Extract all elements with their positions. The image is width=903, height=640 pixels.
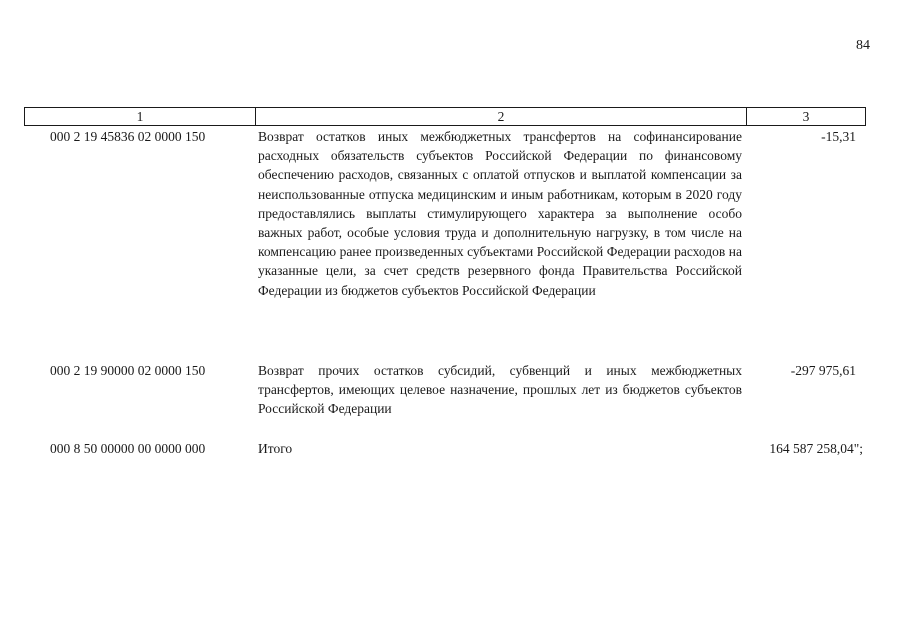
row-description: Возврат прочих остатков субсидий, субвенций и иных межбюджетных трансфертов, имеющих целевое назначение, прошлых лет из бюджетов субъектов Российской Федерации [258, 363, 742, 417]
row-code: 000 2 19 90000 02 0000 150 [50, 363, 206, 378]
row-description: Возврат остатков иных межбюджетных трансфертов на софинансирование расходных обязательств субъектов Российской Федерации по финансовому обеспечению расходов, связанных с оплатой отпусков и выплатой компенсации за неиспользованные отпуска медицинским и иным работникам, которым в 2020 году предоставлялись выплаты стимулирующего характера за выполнение особо важных работ, особые условия труда и дополнительную нагрузку, в том числе на компенсацию ранее произведенных субъектами Российской Федерации расходов на указанные цели, за счет средств резервного фонда Правительства Российской Федерации из бюджетов субъектов Российской Федерации [258, 129, 742, 298]
row-amount: 164 587 258,04"; [769, 441, 863, 456]
page-number: 84 [856, 38, 870, 53]
header-col-3: 3 [802, 109, 810, 124]
row-amount: -297 975,61 [790, 363, 856, 378]
header-col-1: 1 [25, 108, 256, 125]
row-amount: -15,31 [821, 129, 856, 144]
row-code: 000 2 19 45836 02 0000 150 [50, 129, 206, 144]
header-col-2: 2 [256, 108, 747, 125]
row-description: Итого [258, 441, 293, 456]
row-code: 000 8 50 00000 00 0000 000 [50, 441, 206, 456]
table-header [24, 107, 866, 126]
